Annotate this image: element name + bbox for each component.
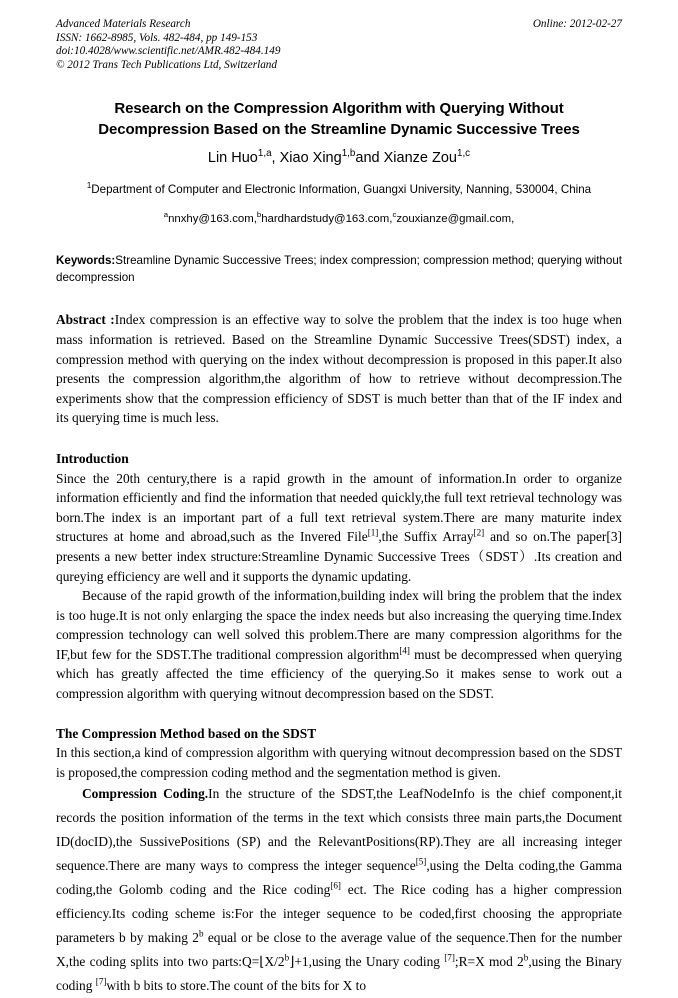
journal-name: Advanced Materials Research [56,18,191,30]
author-1-affiliation-marker: 1,a [257,148,272,160]
abstract-label: Abstract : [56,312,115,328]
method-p2-part-d: equal or be close to the average value of the sequence.Then for the number X,the coding splits into two parts:Q=⌊X/2 [56,930,623,970]
method-p2-part-a: In the structure of the SDST,the LeafNodeInfo is the chief component,it records the position information of the terms in the text which consists three main parts,the Document ID(docID),the SussivePositions (SP) and the RelevantPositions(RP).They are all increasing integer sequence.There are many ways to compress the integer sequence [56,786,622,874]
citation-5: [5] [415,856,427,867]
method-paragraph-1: In this section,a kind of compression algorithm with querying witnout decompression based on the SDST is proposed,the compression coding method and the segmentation method is given. [56,745,622,780]
author-2-affiliation-marker: 1,b [341,148,356,160]
citation-7-b: [7] [95,976,107,987]
exponent-b-1: b [198,928,204,939]
email-2-marker: b [256,210,262,220]
method-paragraph-2 [56,782,622,998]
online-date: Online: 2012-02-27 [532,18,622,30]
intro-p1-part-b: ,the Suffix Array [378,529,474,545]
compression-coding-label: Compression Coding. [82,786,209,802]
email-1: nnxhy@163.com, [168,213,257,226]
method-p2-part-c: ect. The Rice coding has a higher compression efficiency.Its coding scheme is:For the integer sequence to be coded,first choosing the appropriate parameters b by making 2 [56,882,622,946]
email-list [56,211,622,227]
affiliation-marker: 1 [86,181,92,191]
citation-1: [1] [367,527,379,538]
introduction-paragraph-2 [56,586,622,704]
method-p2-part-f: ;R=X mod 2 [454,954,524,970]
section-heading-introduction: Introduction [56,450,129,466]
citation-6: [6] [330,880,341,891]
masthead [56,18,622,72]
author-separator-2: and [355,150,384,167]
citation-4: [4] [399,645,410,656]
method-p2-part-e: ⌋+1,using the Unary coding [289,954,445,970]
abstract-block [56,310,622,428]
issn-line: ISSN: 1662-8985, Vols. 482-484, pp 149-153 [56,31,258,44]
intro-p2-part-b: must be decompressed when querying which has greatly affected the time efficiency of the querying.So it makes sense to work out a compression algorithm with querying witnout decompression based on the SDST. [56,646,622,702]
section-heading-method: The Compression Method based on the SDST [56,725,317,741]
keywords-text: Streamline Dynamic Successive Trees; index compression; compression method; querying without decompression [56,254,622,284]
keywords-block [56,253,622,286]
intro-p2-part-a: Because of the rapid growth of the information,building index will bring the problem that the index is too huge.It is not only enlarging the space the index needs but also increasing the querying time.Index compression technology can well solved this problem.There are many compression algorithms for the IF,but few for the SDST.The traditional compression algorithm [56,588,622,662]
title-line-1: Research on the Compression Algorithm with Querying Without [114,100,564,118]
title-line-2: Decompression Based on the Streamline Dynamic Successive Trees [98,121,580,139]
method-p2-part-g: ,using the Binary coding [56,954,623,994]
author-2-name: Xiao Xing [279,150,342,167]
citation-2: [2] [473,527,485,538]
affiliation-text: Department of Computer and Electronic Information, Guangxi University, Nanning, 530004, China [91,183,592,197]
abstract-text: Index compression is an effective way to solve the problem that the index is too huge when mass information is retrieved. Based on the Streamline Dynamic Successive Trees(SDST) index, a compression method with querying on the index without decompression is proposed in this paper.It also presents the compression algorithm,the algorithm of how to retrieve without decompression.The experiments show that the compression efficiency of SDST is much better than that of the IF index and its querying time is much less. [56,312,623,426]
email-1-marker: a [163,210,169,220]
citation-7-a: [7] [444,952,455,963]
copyright-line: © 2012 Trans Tech Publications Ltd, Switzerland [56,58,277,71]
affiliation [56,182,622,198]
email-3: zouxianze@gmail.com, [396,213,515,226]
exponent-b-2: b [284,952,290,963]
page-title [56,98,622,140]
author-3-affiliation-marker: 1,c [456,148,471,160]
method-p2-part-h: with b bits to store.The count of the bits for X to [106,978,367,994]
method-p2-part-b: ,using the Delta coding,the Gamma coding,the Golomb coding and the Rice coding [56,858,622,898]
intro-p1-part-c: and so on.The paper[3] presents a new better index structure:Streamline Dynamic Successive Trees（SDST）.Its creation and qureying efficiency are well and it supports the dynamic updating. [56,529,623,584]
doi-line: doi:10.4028/www.scientific.net/AMR.482-484.149 [56,45,281,58]
intro-p1-part-a: Since the 20th century,there is a rapid growth in the amount of information.In order to organize information efficiently and find the information that needed quickly,the full text retrieval technology was born.The index is an important part of a full text retrieval system.There are many maturite index structures at home and abroad,such as the Invered File [56,470,622,545]
keywords-label: Keywords: [56,254,116,268]
author-separator-1: , [271,150,280,167]
email-2: hardhardstudy@163.com, [261,213,393,226]
exponent-b-3: b [523,952,529,963]
author-list [56,149,622,168]
introduction-paragraph-1 [56,469,622,587]
author-3-name: Xianze Zou [383,150,457,167]
email-3-marker: c [392,210,397,220]
author-1-name: Lin Huo [207,150,258,167]
